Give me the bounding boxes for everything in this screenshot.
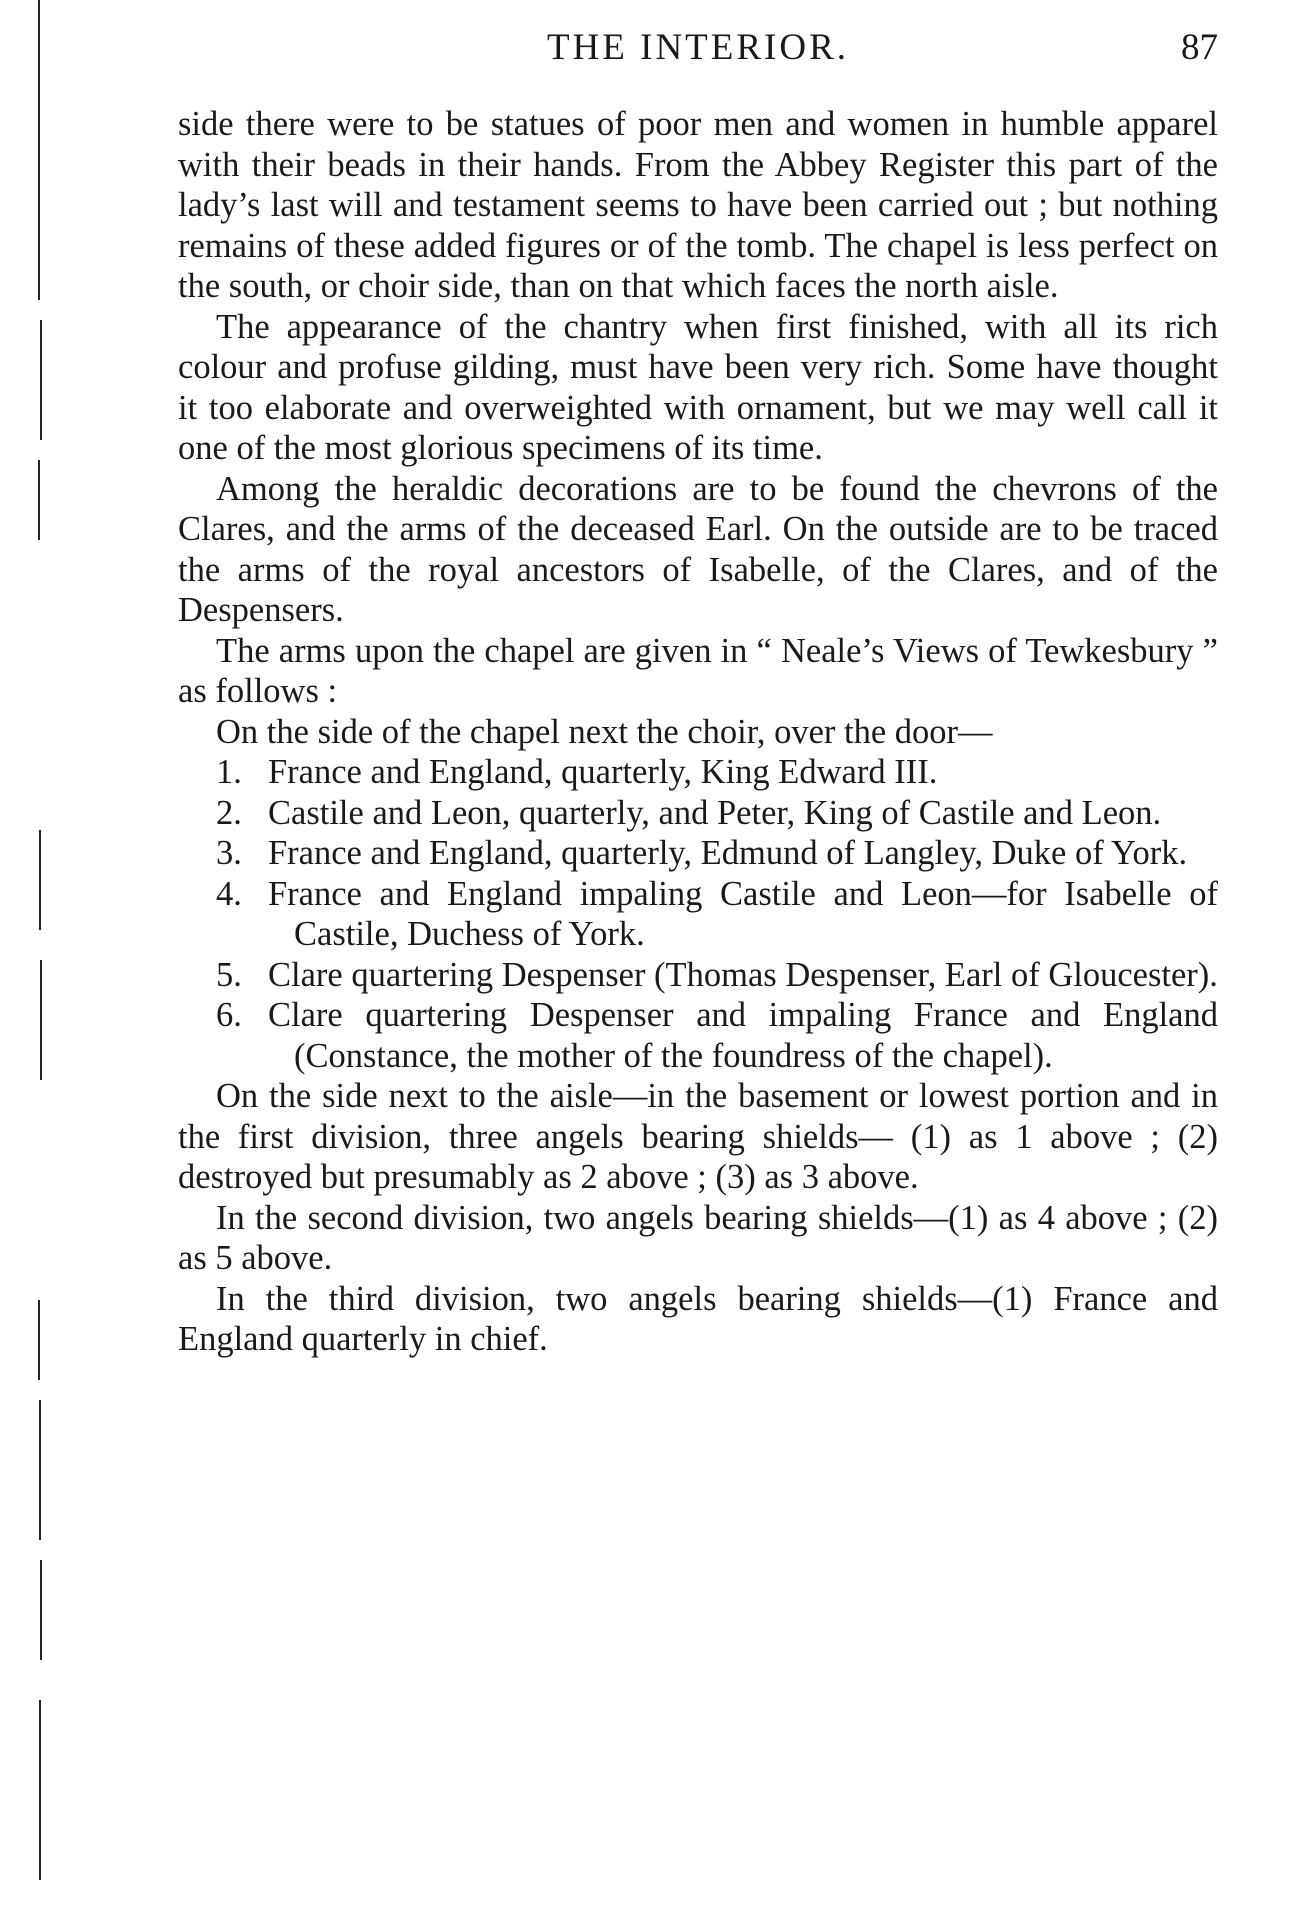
list-text: Clare quartering Despenser (Thomas Despenser, Earl of Gloucester). — [268, 955, 1218, 994]
binding-mark — [38, 0, 40, 300]
body-text — [178, 104, 1218, 1360]
paragraph: Among the heraldic decorations are to be found the chevrons of the Clares, and the arms of the deceased Earl. On the outside are to be traced the arms of the royal ancestors of Isabelle, of the Clares, and of the Despensers. — [178, 469, 1218, 629]
paragraph: In the third division, two angels bearing shields—(1) France and England quarterly in chief. — [178, 1279, 1218, 1358]
binding-mark — [39, 1400, 41, 1540]
paragraph: The arms upon the chapel are given in “ Neale’s Views of Tewkesbury ” as follows : — [178, 631, 1218, 710]
arms-list — [178, 752, 1218, 1076]
list-item — [178, 833, 1218, 874]
binding-edge-marks — [18, 0, 58, 1924]
binding-mark — [38, 460, 40, 540]
list-item — [178, 752, 1218, 793]
list-number: 1. — [216, 753, 242, 791]
list-item — [178, 955, 1218, 996]
binding-mark — [39, 1700, 41, 1880]
paragraph: side there were to be statues of poor men and women in humble apparel with their beads in their hands. From the Abbey Register this part of the lady’s last will and testament seems to have been carried out ; but nothing remains of these added figures or of the tomb. The chapel is less perfect on the south, or choir side, than on that which faces the north aisle. — [178, 105, 1218, 305]
list-number: 5. — [216, 955, 242, 994]
list-text: Clare quartering Despenser and impaling France and England (Constance, the mother of the foundress of the chapel). — [268, 996, 1218, 1075]
list-item — [178, 874, 1218, 955]
page-number: 87 — [1181, 27, 1218, 68]
list-number: 4. — [216, 874, 242, 913]
list-text: France and England, quarterly, Edmund of Langley, Duke of York. — [268, 834, 1188, 872]
running-head — [178, 22, 1218, 74]
paragraph: On the side next to the aisle—in the basement or lowest portion and in the first division, three angels bearing shields— (1) as 1 above ; (2) destroyed but presumably as 2 above ; (3) as 3 above. — [178, 1077, 1218, 1196]
list-number: 2. — [216, 793, 242, 832]
list-number: 6. — [216, 996, 242, 1034]
binding-mark — [39, 830, 41, 930]
paragraph: On the side of the chapel next the choir, over the door— — [216, 712, 993, 751]
list-number: 3. — [216, 834, 242, 872]
binding-mark — [40, 960, 42, 1080]
binding-mark — [38, 1300, 40, 1380]
list-item — [178, 793, 1218, 834]
binding-mark — [40, 1560, 42, 1660]
paragraph: In the second division, two angels bearing shields—(1) as 4 above ; (2) as 5 above. — [178, 1198, 1218, 1277]
list-item — [178, 995, 1218, 1076]
running-title: THE INTERIOR. — [546, 27, 850, 68]
list-text: Castile and Leon, quarterly, and Peter, King of Castile and Leon. — [268, 793, 1162, 832]
binding-mark — [40, 320, 42, 440]
paragraph: The appearance of the chantry when first finished, with all its rich colour and profuse gilding, must have been very rich. Some have thought it too elaborate and overweighted with ornament, but we may well call it one of the most glorious specimens of its time. — [178, 307, 1218, 467]
list-text: France and England impaling Castile and Leon—for Isabelle of Castile, Duchess of York. — [268, 874, 1218, 953]
list-text: France and England, quarterly, King Edward III. — [268, 753, 938, 791]
